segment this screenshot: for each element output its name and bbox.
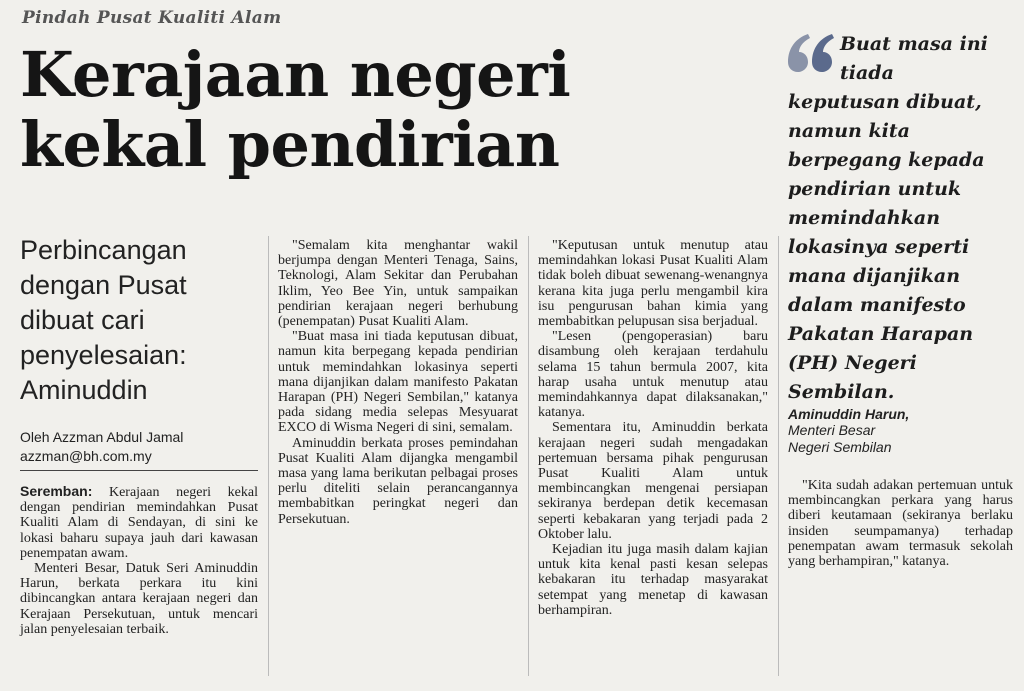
paragraph: Sementara itu, Aminuddin berkata kerajaan negeri sudah mengadakan pertemuan bersama pihak pengurusan Pusat Kualiti Alam untuk membincangkan mengenai persiapan sekiranya berdepan detik kecemasan seperti kebakaran yang terjadi pada 2 Oktober lalu. [538,420,768,542]
pull-quote-first-line: Buat masa ini tiada [840,33,988,84]
headline [20,40,780,180]
paragraph: "Buat masa ini tiada keputusan dibuat, namun kita berpegang kepada pendirian untuk memindahkan lokasinya seperti mana dijanjikan dalam manifesto Pakatan Harapan (PH) Negeri Sembilan," katanya pada sidang media selepas Mesyuarat EXCO di Wisma Negeri di sini, semalam. [278,329,518,436]
pull-quote [788,30,1014,407]
paragraph: Menteri Besar, Datuk Seri Aminuddin Harun, berkata perkara itu kini dibincangkan antara kerajaan negeri dan Kerajaan Persekutuan, untuk mencari jalan penyelesaian terbaik. [20,561,258,637]
byline-author: Oleh Azzman Abdul Jamal [20,429,184,445]
column-divider [778,236,779,676]
pull-quote-attribution: Aminuddin Harun, [788,406,910,422]
headline-line-1: Kerajaan negeri [20,38,571,111]
pull-quote-role-line-1: Menteri Besar [788,422,876,438]
subheadline: Perbincangan dengan Pusat dibuat cari penyelesaian: Aminuddin [20,235,187,405]
pull-quote-text: keputusan dibuat, namun kita berpegang kepada pendirian untuk memindahkan lokasinya seperti mana dijanjikan dalam manifesto Pakatan Harapan (PH) Negeri Sembilan. [788,91,985,403]
column-divider [528,236,529,676]
article-column-3 [538,238,768,618]
pull-quote-role-line-2: Negeri Sembilan [788,439,892,455]
column-divider [268,236,269,676]
paragraph: "Semalam kita menghantar wakil berjumpa dengan Menteri Tenaga, Sains, Teknologi, Alam Sekitar dan Perubahan Iklim, Yeo Bee Yin, untuk sampaikan pendirian kerajaan negeri berhubung (penempatan) Pusat Kualiti Alam. [278,238,518,330]
byline [20,428,260,466]
byline-email: azzman@bh.com.my [20,448,152,464]
paragraph: "Lesen (pengoperasian) baru disambung oleh kerajaan terdahulu selama 15 tahun bermula 2007, kita harap usaha untuk menutup atau memindahkannya dapat dilaksanakan," katanya. [538,329,768,421]
byline-divider [20,470,258,471]
paragraph: Aminuddin berkata proses pemindahan Pusat Kualiti Alam dijangka mengambil masa yang lama berikutan pelbagai proses perlu diteliti selain perancangannya membabitkan peringkat negeri dan Persekutuan. [278,435,518,527]
pull-quote-role [788,422,1014,456]
paragraph: "Kita sudah adakan pertemuan untuk membincangkan perkara yang harus diberi keutamaan (sekiranya berlaku insiden seumpamanya) terhadap penempatan awam termasuk sekolah yang berhampiran," katanya. [788,478,1013,570]
article-column-2 [278,238,518,527]
article-column-1 [20,484,258,637]
dateline: Seremban: [20,483,93,499]
kicker: Pindah Pusat Kualiti Alam [22,8,282,28]
paragraph: Kerajaan negeri kekal dengan pendirian memindahkan Pusat Kualiti Alam di Sendayan, di sini ke lokasi baharu supaya jauh dari kawasan penempatan awam. [20,485,258,561]
article-column-4 [788,478,1013,569]
paragraph: "Keputusan untuk menutup atau memindahkan lokasi Pusat Kualiti Alam tidak boleh dibuat sewenang-wenangnya kerana kita juga perlu mengambil kira isu pengurusan bahan kimia yang membabitkan pelupusan sisa berjadual. [538,238,768,330]
headline-line-2: kekal pendirian [20,108,560,181]
paragraph: Kejadian itu juga masih dalam kajian untuk kita kenal pasti kesan selepas kebakaran itu terhadap masyarakat setempat yang menetap di kawasan berhampiran. [538,542,768,618]
